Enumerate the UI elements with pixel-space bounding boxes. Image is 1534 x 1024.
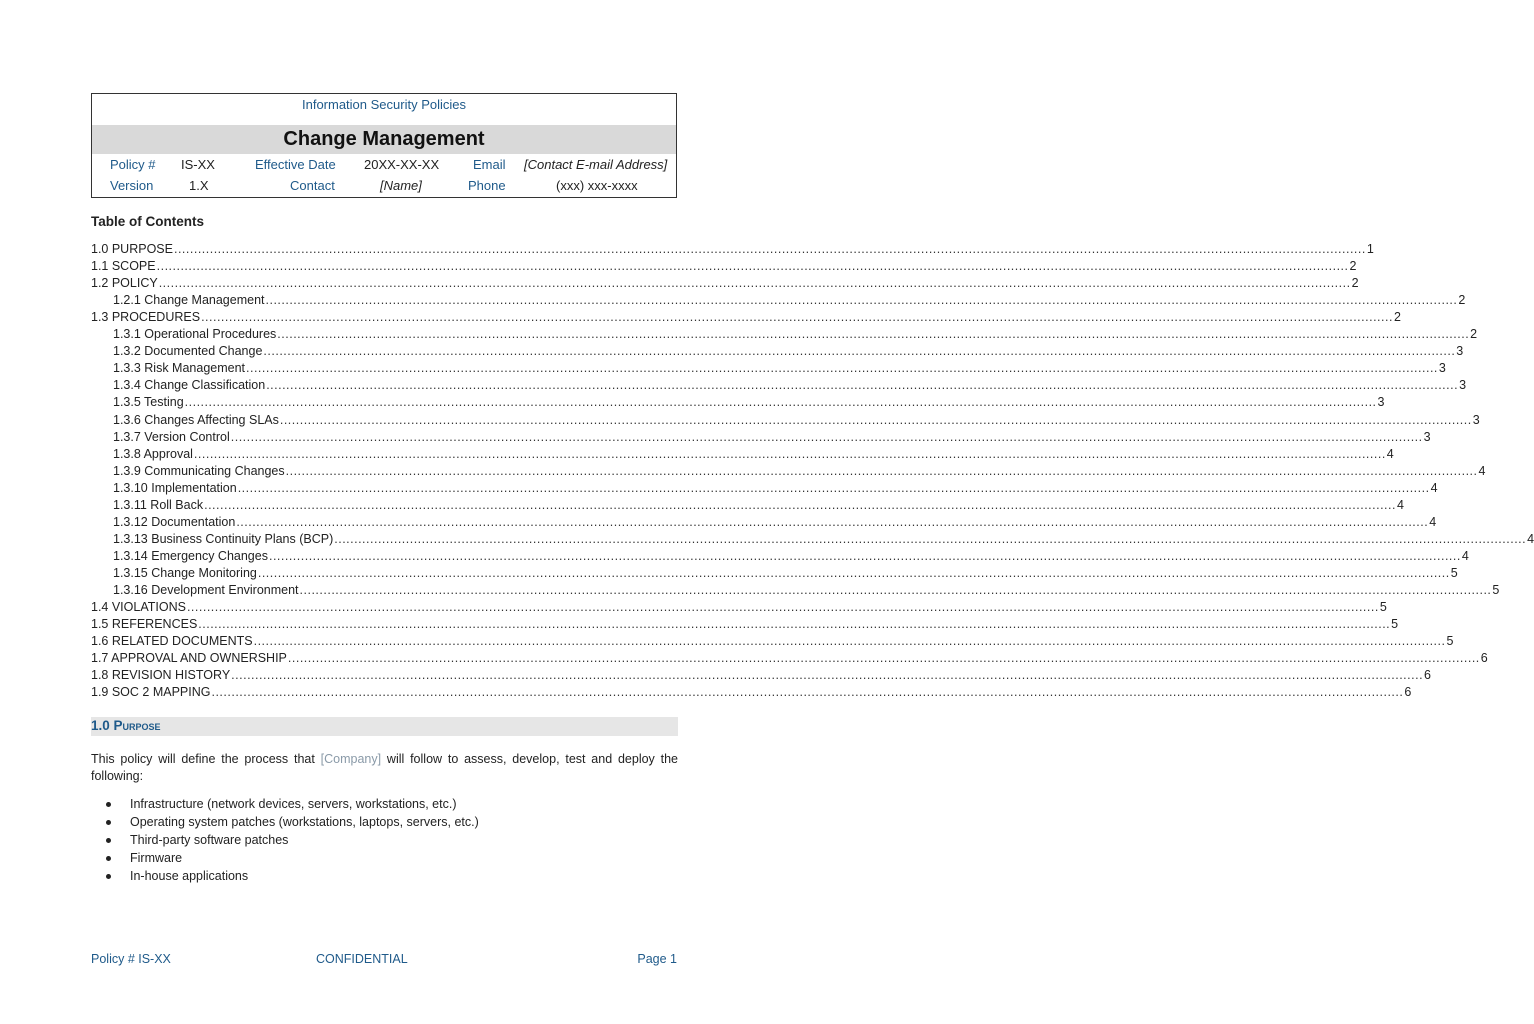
toc-entry-title: 1.3.12 Documentation <box>113 514 236 529</box>
list-item-text: In-house applications <box>130 869 249 883</box>
toc-dot-leader: ............................................................................................................................................................................................................................................................................................................ <box>230 429 1423 444</box>
toc-entry[interactable] <box>91 598 1387 615</box>
toc-entry[interactable] <box>91 632 1454 649</box>
toc-entry-title: 1.3.15 Change Monitoring <box>113 565 257 580</box>
toc-dot-leader: ............................................................................................................................................................................................................................................................................................................ <box>334 531 1527 546</box>
toc-dot-leader: ............................................................................................................................................................................................................................................................................................................ <box>285 463 1478 478</box>
toc-entry-title: 1.1 SCOPE <box>91 259 156 274</box>
toc-dot-leader: ............................................................................................................................................................................................................................................................................................................ <box>253 634 1446 649</box>
bullet-icon <box>106 874 111 879</box>
toc-entry[interactable] <box>91 547 1469 564</box>
toc-entry-title: 1.2 POLICY <box>91 276 158 291</box>
purpose-bullet-list <box>91 795 678 885</box>
list-item <box>91 849 678 867</box>
toc-entry-page: 2 <box>1393 310 1401 325</box>
toc-entry-page: 5 <box>1450 565 1458 580</box>
toc-entry[interactable] <box>91 496 1404 513</box>
toc-entry-title: 1.7 APPROVAL AND OWNERSHIP <box>91 651 287 666</box>
toc-dot-leader: ............................................................................................................................................................................................................................................................................................................ <box>299 582 1492 597</box>
toc-dot-leader: ............................................................................................................................................................................................................................................................................................................ <box>263 344 1456 359</box>
toc-entry-title: 1.3.14 Emergency Changes <box>113 548 268 563</box>
toc-dot-leader: ............................................................................................................................................................................................................................................................................................................ <box>287 651 1480 666</box>
toc-heading: Table of Contents <box>91 214 204 229</box>
purpose-paragraph <box>91 751 678 785</box>
toc-dot-leader: ............................................................................................................................................................................................................................................................................................................ <box>204 497 1396 512</box>
toc-entry-title: 1.4 VIOLATIONS <box>91 600 186 615</box>
toc-entry-page: 2 <box>1351 276 1359 291</box>
org-line: Information Security Policies <box>301 97 466 112</box>
toc-dot-leader: ............................................................................................................................................................................................................................................................................................................ <box>193 446 1386 461</box>
toc-dot-leader: ............................................................................................................................................................................................................................................................................................................ <box>156 259 1349 274</box>
toc-dot-leader: ............................................................................................................................................................................................................................................................................................................ <box>246 361 1438 376</box>
toc-entry[interactable] <box>91 615 1399 632</box>
toc-entry[interactable] <box>91 513 1437 530</box>
policy-number-value: IS-XX <box>181 157 215 172</box>
toc-dot-leader: ............................................................................................................................................................................................................................................................................................................ <box>198 617 1391 632</box>
toc-entry[interactable] <box>91 445 1394 462</box>
toc-entry[interactable] <box>91 274 1359 291</box>
toc-entry-title: 1.3.7 Version Control <box>113 429 230 444</box>
bullet-icon <box>106 856 111 861</box>
toc-entry-page: 4 <box>1461 548 1469 563</box>
toc-entry[interactable] <box>91 581 1500 598</box>
toc-dot-leader: ............................................................................................................................................................................................................................................................................................................ <box>265 293 1458 308</box>
email-label: Email <box>473 157 506 172</box>
toc-entry-title: 1.5 REFERENCES <box>91 617 198 632</box>
phone-value: (xxx) xxx-xxxx <box>556 178 638 193</box>
toc-entry-page: 5 <box>1492 582 1500 597</box>
list-item <box>91 867 678 885</box>
toc-entry[interactable] <box>91 308 1401 325</box>
toc-entry-title: 1.3.13 Business Continuity Plans (BCP) <box>113 531 334 546</box>
toc-entry-page: 4 <box>1396 497 1404 512</box>
toc-dot-leader: ............................................................................................................................................................................................................................................................................................................ <box>279 412 1472 427</box>
bullet-icon <box>106 820 111 825</box>
toc-entry[interactable] <box>91 257 1357 274</box>
table-of-contents <box>91 240 1534 700</box>
toc-entry-page: 1 <box>1366 242 1374 257</box>
section-header-bar <box>91 717 678 736</box>
toc-entry-title: 1.3 PROCEDURES <box>91 310 201 325</box>
toc-entry-page: 5 <box>1446 634 1454 649</box>
effective-date-label: Effective Date <box>255 157 336 172</box>
footer-confidential: CONFIDENTIAL <box>316 952 408 966</box>
toc-entry-title: 1.9 SOC 2 MAPPING <box>91 685 211 700</box>
bullet-icon <box>106 838 111 843</box>
toc-entry-page: 2 <box>1470 327 1478 342</box>
contact-value: [Name] <box>380 178 422 193</box>
toc-entry-page: 4 <box>1478 463 1486 478</box>
toc-dot-leader: ............................................................................................................................................................................................................................................................................................................ <box>211 685 1404 700</box>
toc-entry[interactable] <box>91 479 1438 496</box>
toc-entry-page: 6 <box>1480 651 1488 666</box>
toc-entry-title: 1.3.8 Approval <box>113 446 193 461</box>
toc-entry-page: 6 <box>1404 685 1412 700</box>
effective-date-value: 20XX-XX-XX <box>364 157 440 172</box>
toc-entry-title: 1.3.11 Roll Back <box>113 497 204 512</box>
toc-entry-page: 3 <box>1377 395 1385 410</box>
toc-dot-leader: ............................................................................................................................................................................................................................................................................................................ <box>184 395 1377 410</box>
toc-entry-page: 3 <box>1438 361 1446 376</box>
toc-entry[interactable] <box>91 410 1480 427</box>
footer-page-number: Page 1 <box>637 952 677 966</box>
toc-dot-leader: ............................................................................................................................................................................................................................................................................................................ <box>237 480 1430 495</box>
policy-metadata-grid <box>92 154 676 198</box>
version-label: Version <box>110 178 154 193</box>
toc-entry-title: 1.3.5 Testing <box>113 395 184 410</box>
list-item-text: Operating system patches (workstations, laptops, servers, etc.) <box>130 815 479 829</box>
toc-entry-page: 3 <box>1472 412 1480 427</box>
purpose-text-after: will follow to assess, develop, test and deploy the following: <box>91 752 678 783</box>
bullet-icon <box>106 802 111 807</box>
toc-entry-page: 4 <box>1527 531 1534 546</box>
toc-dot-leader: ............................................................................................................................................................................................................................................................................................................ <box>236 514 1429 529</box>
toc-entry[interactable] <box>91 564 1458 581</box>
list-item <box>91 831 678 849</box>
toc-entry-title: 1.3.9 Communicating Changes <box>113 463 285 478</box>
contact-label: Contact <box>290 178 335 193</box>
company-placeholder: [Company] <box>320 752 382 766</box>
footer-policy-number: Policy # IS-XX <box>91 952 171 966</box>
list-item-text: Firmware <box>130 851 183 865</box>
toc-entry[interactable] <box>91 428 1431 445</box>
toc-entry[interactable] <box>91 462 1486 479</box>
toc-entry-page: 2 <box>1458 293 1466 308</box>
version-value: 1.X <box>189 178 209 193</box>
toc-entry-title: 1.3.1 Operational Procedures <box>113 327 277 342</box>
toc-entry-title: 1.3.2 Documented Change <box>113 344 263 359</box>
toc-dot-leader: ............................................................................................................................................................................................................................................................................................................ <box>231 668 1424 683</box>
purpose-text-before: This policy will define the process that <box>91 752 321 766</box>
toc-entry-page: 5 <box>1391 617 1399 632</box>
toc-dot-leader: ............................................................................................................................................................................................................................................................................................................ <box>266 378 1459 393</box>
toc-entry[interactable] <box>91 359 1446 376</box>
toc-dot-leader: ............................................................................................................................................................................................................................................................................................................ <box>257 565 1450 580</box>
document-title: Change Management <box>92 125 676 154</box>
toc-entry-page: 2 <box>1349 259 1357 274</box>
toc-entry[interactable] <box>91 649 1488 666</box>
toc-dot-leader: ............................................................................................................................................................................................................................................................................................................ <box>173 242 1366 257</box>
list-item-text: Infrastructure (network devices, servers, workstations, etc.) <box>130 797 457 811</box>
toc-entry-title: 1.6 RELATED DOCUMENTS <box>91 634 253 649</box>
toc-dot-leader: ............................................................................................................................................................................................................................................................................................................ <box>268 548 1461 563</box>
toc-entry[interactable] <box>91 240 1374 257</box>
toc-entry-title: 1.3.6 Changes Affecting SLAs <box>113 412 279 427</box>
toc-entry-title: 1.8 REVISION HISTORY <box>91 668 231 683</box>
list-item <box>91 795 678 813</box>
policy-header-table <box>91 93 677 198</box>
toc-dot-leader: ............................................................................................................................................................................................................................................................................................................ <box>277 327 1470 342</box>
policy-number-label: Policy # <box>110 157 156 172</box>
toc-entry-page: 3 <box>1459 378 1467 393</box>
toc-entry-page: 4 <box>1430 480 1438 495</box>
list-item-text: Third-party software patches <box>130 833 289 847</box>
toc-entry-page: 6 <box>1424 668 1431 683</box>
toc-entry-page: 4 <box>1429 514 1437 529</box>
toc-dot-leader: ............................................................................................................................................................................................................................................................................................................ <box>201 310 1393 325</box>
section-title: 1.0 Purpose <box>91 718 161 733</box>
toc-entry-title: 1.3.3 Risk Management <box>113 361 246 376</box>
toc-entry-title: 1.2.1 Change Management <box>113 293 265 308</box>
toc-entry-title: 1.3.10 Implementation <box>113 480 237 495</box>
toc-entry-title: 1.3.16 Development Environment <box>113 582 299 597</box>
toc-entry-page: 5 <box>1379 600 1387 615</box>
toc-entry-title: 1.0 PURPOSE <box>91 242 173 257</box>
phone-label: Phone <box>468 178 506 193</box>
toc-entry[interactable] <box>91 666 1431 683</box>
toc-entry-page: 4 <box>1386 446 1394 461</box>
toc-entry-page: 3 <box>1456 344 1464 359</box>
email-value: [Contact E-mail Address] <box>524 157 668 172</box>
toc-entry[interactable] <box>91 376 1467 393</box>
toc-entry-title: 1.3.4 Change Classification <box>113 378 266 393</box>
toc-entry[interactable] <box>91 291 1466 308</box>
toc-dot-leader: ............................................................................................................................................................................................................................................................................................................ <box>186 600 1379 615</box>
toc-dot-leader: ............................................................................................................................................................................................................................................................................................................ <box>158 276 1351 291</box>
list-item <box>91 813 678 831</box>
toc-entry[interactable] <box>91 530 1534 547</box>
toc-entry[interactable] <box>91 325 1478 342</box>
toc-entry-page: 3 <box>1423 429 1431 444</box>
toc-entry[interactable] <box>91 683 1412 700</box>
toc-entry[interactable] <box>91 393 1385 410</box>
toc-entry[interactable] <box>91 342 1464 359</box>
